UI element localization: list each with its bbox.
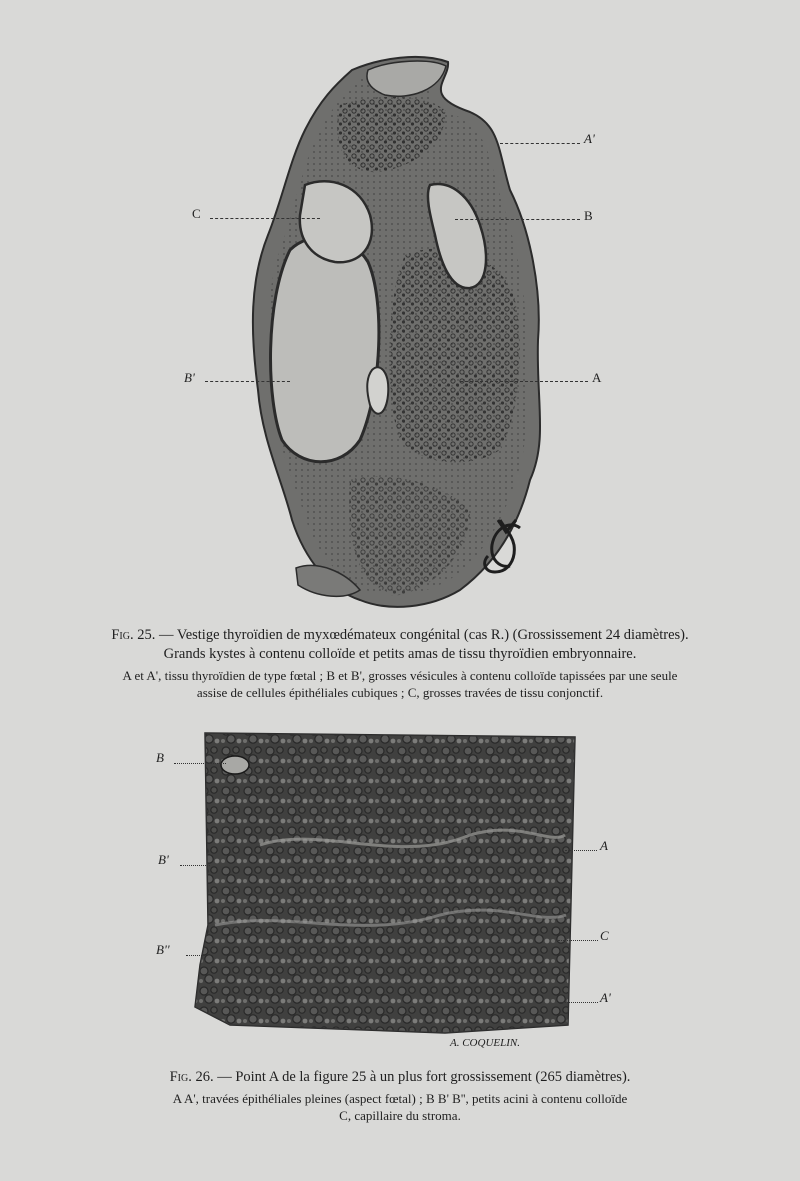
fig26-label-b: B (156, 750, 164, 765)
fig26-number: Fig. 26. (169, 1069, 214, 1085)
fig26-label-c: C (600, 928, 609, 943)
fig25-leader-c (210, 218, 320, 219)
fig26-leader-b-second (186, 955, 208, 956)
fig25-leader-b-prime (205, 381, 290, 382)
fig25-label-a-prime: A' (584, 131, 595, 146)
fig25-label-a: A (592, 370, 602, 385)
fig26-label-a-prime: A' (600, 990, 611, 1005)
fig25-leader-a-prime (500, 143, 580, 144)
fig26-leader-b-prime (180, 865, 210, 866)
fig25-caption-line1: — Vestige thyroïdien de myxœdémateux congénital (cas R.) (Grossissement 24 diamètres). (158, 627, 689, 643)
fig26-label-a: A (600, 838, 608, 853)
fig26-caption (60, 1068, 740, 1124)
fig25-caption-line4: assise de cellules épithéliales cubiques ; C, grosses travées de tissu conjonctif. (196, 685, 604, 700)
fig26-leader-a (565, 850, 597, 851)
fig25-label-b: B (584, 208, 593, 223)
fig26-label-b-second: B'' (156, 942, 170, 957)
fig26-caption-line1: — Point A de la figure 25 à un plus fort grossissement (265 diamètres). (217, 1069, 631, 1085)
fig25-caption-line2: Grands kystes à contenu colloïde et petits amas de tissu thyroïdien embryonnaire. (163, 646, 637, 662)
fig26-leader-a-prime (560, 1002, 598, 1003)
fig25-caption (60, 626, 740, 701)
fig25-label-c: C (192, 206, 201, 221)
fig25-leader-a (460, 381, 588, 382)
fig25-label-b-prime: B' (184, 370, 195, 385)
fig26-caption-line3: C, capillaire du stroma. (339, 1108, 461, 1123)
fig25-caption-line3: A et A', tissu thyroïdien de type fœtal ; B et B', grosses vésicules à contenu colloïde tapissées par une seule (122, 668, 678, 683)
fig26-caption-line2: A A', travées épithéliales pleines (aspect fœtal) ; B B' B'', petits acini à contenu colloïde (172, 1091, 628, 1106)
fig26-leader-c (558, 940, 598, 941)
fig26-leader-b (174, 763, 226, 764)
fig25-number: Fig. 25. (111, 627, 156, 643)
fig26-engraver-signature: A. COQUELIN. (450, 1037, 520, 1049)
fig25-leader-b (455, 219, 580, 220)
figure-26-illustration (0, 725, 800, 1055)
fig26-label-b-prime: B' (158, 852, 169, 867)
